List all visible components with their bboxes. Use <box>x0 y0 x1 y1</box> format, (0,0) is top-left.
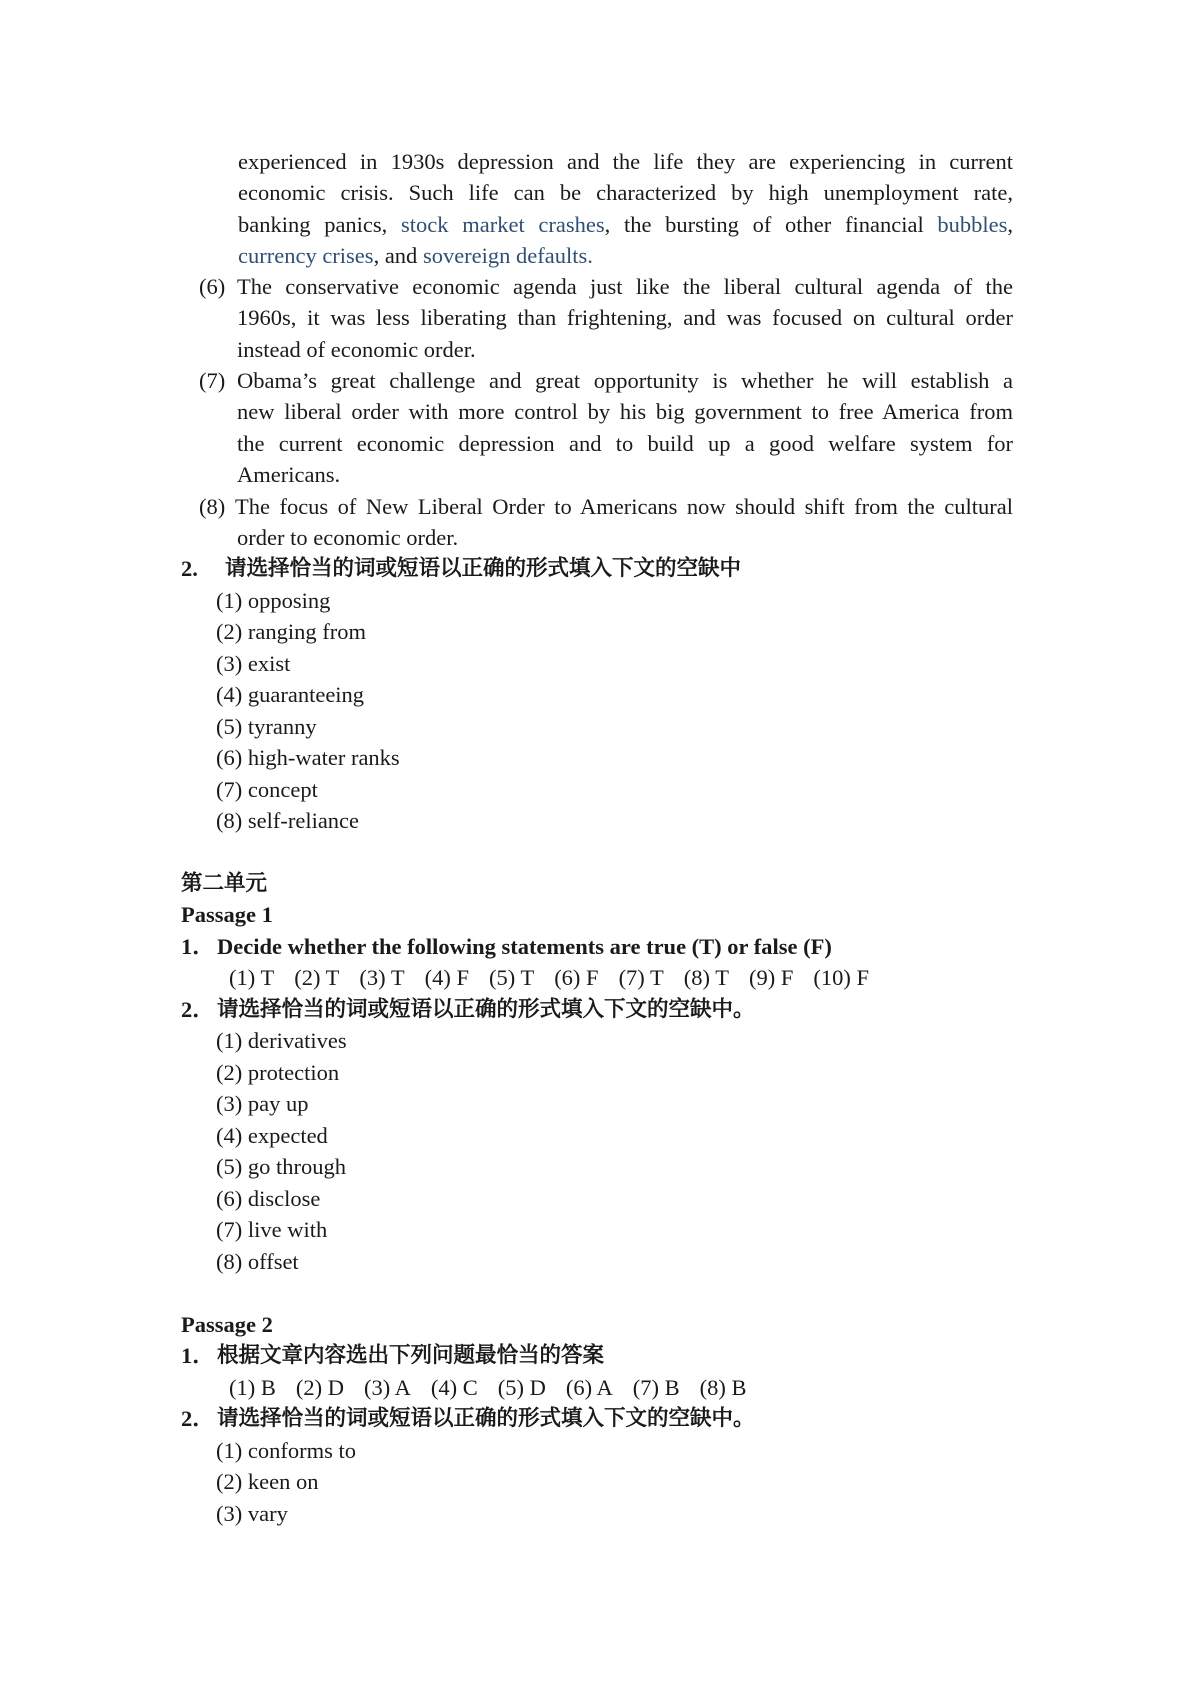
unit-title: 第二单元 <box>181 871 268 896</box>
list-item: (5) go through <box>216 1154 346 1179</box>
question-heading: Decide whether the following statements are true (T) or false (F) <box>217 934 832 959</box>
answer: (3) T <box>359 965 405 990</box>
answer: (4) F <box>424 965 469 990</box>
list-item: (4) guaranteeing <box>216 682 365 707</box>
list-item: (4) expected <box>216 1123 328 1148</box>
answer: (3) A <box>363 1375 411 1400</box>
paragraph-line: the current economic depression and to build up a good welfare system for <box>237 431 1013 456</box>
list-item: (7) concept <box>216 777 318 802</box>
paragraph-line: order to economic order. <box>237 525 459 550</box>
answer: (5) D <box>497 1375 546 1400</box>
link-bubbles[interactable]: bubbles <box>937 212 1008 237</box>
item-number: (7) <box>199 368 226 393</box>
question-heading: 请选择恰当的词或短语以正确的形式填入下文的空缺中。 <box>217 1406 755 1431</box>
answer: (2) D <box>295 1375 344 1400</box>
answer: (4) C <box>430 1375 478 1400</box>
question-number: 1． <box>181 1343 215 1368</box>
answer: (8) B <box>699 1375 747 1400</box>
question-number: 2． <box>181 1406 215 1431</box>
question-number: 2． <box>181 997 215 1022</box>
link-stock-market-crashes[interactable]: stock market crashes <box>401 212 605 237</box>
section-heading: 请选择恰当的词或短语以正确的形式填入下文的空缺中 <box>225 556 742 581</box>
answer: (10) F <box>813 965 869 990</box>
question-heading: 请选择恰当的词或短语以正确的形式填入下文的空缺中。 <box>217 997 755 1022</box>
list-item: (3) exist <box>216 651 291 676</box>
paragraph-line: experienced in 1930s depression and the life they are experiencing in current <box>238 149 1013 174</box>
paragraph-line: currency crises, and sovereign defaults. <box>238 243 593 268</box>
answer: (9) F <box>748 965 794 990</box>
list-item: (2) keen on <box>216 1469 319 1494</box>
list-item: (3) pay up <box>216 1091 309 1116</box>
paragraph-line: instead of economic order. <box>237 337 476 362</box>
paragraph-line: The focus of New Liberal Order to Americans now should shift from the cultural <box>235 494 1013 519</box>
answer: (6) F <box>554 965 599 990</box>
answer: (2) T <box>294 965 340 990</box>
list-item: (1) opposing <box>216 588 331 613</box>
answer: (6) A <box>565 1375 613 1400</box>
paragraph-line: 1960s, it was less liberating than frightening, and was focused on cultural order <box>237 305 1013 330</box>
answer-row <box>229 1372 766 1403</box>
item-number: (8) <box>199 494 226 519</box>
list-item: (2) protection <box>216 1060 340 1085</box>
answer: (5) T <box>488 965 535 990</box>
paragraph-line: Americans. <box>237 462 341 487</box>
section-number: 2. <box>181 556 198 581</box>
list-item: (2) ranging from <box>216 619 366 644</box>
list-item: (5) tyranny <box>216 714 317 739</box>
paragraph-line: banking panics, stock market crashes, the bursting of other financial bubbles, <box>238 212 1014 237</box>
answer: (7) B <box>632 1375 680 1400</box>
list-item: (6) disclose <box>216 1186 321 1211</box>
list-item: (6) high-water ranks <box>216 745 400 770</box>
question-number: 1． <box>181 934 215 959</box>
passage-title: Passage 1 <box>181 902 273 927</box>
answer: (1) T <box>229 965 275 990</box>
answer: (1) B <box>229 1375 276 1400</box>
list-item: (1) derivatives <box>216 1028 347 1053</box>
list-item: (7) live with <box>216 1217 328 1242</box>
paragraph-line: The conservative economic agenda just like the liberal cultural agenda of the <box>237 274 1013 299</box>
passage-title: Passage 2 <box>181 1312 273 1337</box>
link-sovereign-defaults[interactable]: sovereign defaults <box>422 243 588 268</box>
question-heading: 根据文章内容选出下列问题最恰当的答案 <box>217 1343 605 1368</box>
answer: (8) T <box>683 965 729 990</box>
paragraph-line: Obama’s great challenge and great opportunity is whether he will establish a <box>237 368 1013 393</box>
answer-row <box>229 962 889 993</box>
item-number: (6) <box>199 274 226 299</box>
link-currency-crises[interactable]: currency crises <box>238 243 374 268</box>
list-item: (1) conforms to <box>216 1438 356 1463</box>
list-item: (8) offset <box>216 1249 299 1274</box>
paragraph-line: economic crisis. Such life can be characterized by high unemployment rate, <box>238 180 1013 205</box>
list-item: (3) vary <box>216 1501 288 1526</box>
answer: (7) T <box>618 965 664 990</box>
list-item: (8) self-reliance <box>216 808 360 833</box>
paragraph-line: new liberal order with more control by his big government to free America from <box>237 399 1013 424</box>
